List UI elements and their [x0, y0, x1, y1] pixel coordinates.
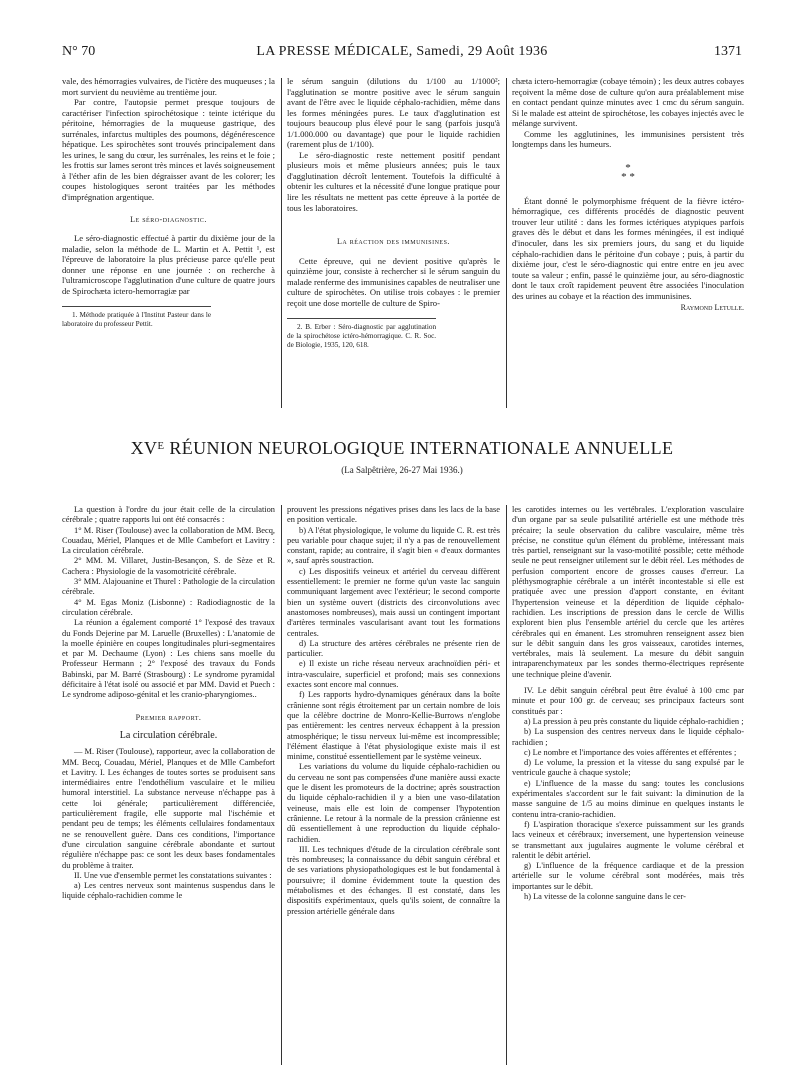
paragraph: Le séro-diagnostic reste nettement positif pendant plusieurs mois et même plusieurs années; puis le taux d'agglutination décroît lentement. Toutefois la difficulté à obtenir les cultures et la nécessité d'une longue pratique pour lire les résultats ne mettent pas cette épreuve à la portée de tous les laboratoires.	[287, 149, 500, 213]
footnote	[287, 318, 436, 350]
column-rule	[506, 505, 507, 1065]
paragraph: prouvent les pressions négatives prises dans les lacs de la base en position verticale.	[287, 505, 500, 525]
list-item: c) Le nombre et l'importance des voies afférentes et efférentes ;	[524, 747, 737, 757]
author-signature: Raymond Letulle.	[680, 303, 744, 313]
top-column-2	[287, 76, 500, 350]
paragraph: le sérum sanguin (dilutions du 1/100 au 1/1000²; l'agglutination se montre positive avec le sérum sanguin avant de l'être avec le liquide céphalo-rachidien, même dans les formes méningées pures. Le taux d'agglutination est toujours beaucoup plus élevé pour le sang (parfois jusqu'à 1/1.000.000 ou davantage) que pour le liquide rachidien (rarement plus de 1/100).	[287, 76, 500, 150]
list-item: f) L'aspiration thoracique s'exerce puissamment sur les grands lacs veineux et cérébraux; inversement, une hypertension veineuse se transmettant aux jugulaires augmente le volume cérébral et ralentit le débit artériel.	[512, 819, 744, 860]
issue-number: N° 70	[62, 44, 96, 59]
paragraph: II. Une vue d'ensemble permet les constatations suivantes :	[74, 870, 272, 880]
section-heading: Premier rapport.	[135, 712, 202, 722]
bottom-column-2	[287, 505, 500, 917]
paragraph: IV. Le débit sanguin cérébral peut être évalué à 100 cmc par minute et pour 100 gr. de cerveau; ses principaux facteurs sont constitués par :	[512, 686, 744, 716]
paragraph: 1° M. Riser (Toulouse) avec la collaboration de MM. Becq, Couadau, Mériel, Planques et de Mlle Cambefort et Lavitry : La circulation cérébrale.	[62, 525, 275, 556]
paragraph: La question à l'ordre du jour était celle de la circulation cérébrale ; quatre rapports lui ont été consacrés :	[62, 505, 275, 525]
paragraph: 3° MM. Alajouanine et Thurel : Pathologie de la circulation cérébrale.	[62, 577, 275, 597]
bottom-column-3	[512, 505, 744, 902]
paragraph: 2° MM. M. Villaret, Justin-Besançon, S. de Sèze et R. Cachera : Physiologie de la vasomotricité cérébrale.	[62, 556, 275, 576]
paragraph: La réunion a également comporté 1° l'exposé des travaux du Fonds Dejerine par M. Laruelle (Bruxelles) : L'anatomie de la moelle épinière en coupes longitudinales pluri-segmentaires et par M. Dechaume (Lyon) : Les chiens sans moelle du Professeur Hermann ; 2° l'exposé des travaux du Fonds Babinski, par M. Barré (Strasbourg) : Le syndrome pyramidal déficitaire à l'état isolé ou associé et par MM. David et Puech : Le syndrome adiposo-génital et les cranio-pharyngiomes..	[62, 618, 275, 700]
paragraph: — M. Riser (Toulouse), rapporteur, avec la collaboration de MM. Becq, Couadau, Mériel, Planques et de Mlle Cambefort et Lavitry. I. Les échanges de toutes sortes se produisent sans intermédiaires entre l'endothélium vasculaire et le milieu humoral interstitiel. La substance nerveuse n'échappe pas à cette loi générale; particulièrement différenciée, particulièrement fragile, elle supporte mal l'ischémie et pendant peu de temps; les éléments cellulaires fondamentaux ne se renouvellent guère. Dans ces conditions, l'importance d'une circulation sanguine cérébrale abondante et surtout régulière n'échappe pas: ce sont les deux bases fondamentales du problème à traiter.	[62, 747, 275, 870]
section-heading: La réaction des immunisines.	[337, 237, 450, 247]
paragraph: Comme les agglutinines, les immunisines persistent très longtemps dans les humeurs.	[512, 128, 744, 150]
footnote-text: 1. Méthode pratiquée à l'Institut Pasteur dans le laboratoire du professeur Pettit.	[62, 311, 212, 329]
paragraph: 4° M. Egas Moniz (Lisbonne) : Radiodiagnostic de la circulation cérébrale.	[62, 597, 275, 617]
list-item: g) L'influence de la fréquence cardiaque et de la pression artérielle sur le volume cérébral sont modérées, mais très importantes sur le débit.	[512, 861, 744, 891]
bottom-column-1	[62, 505, 275, 902]
paragraph: Cette épreuve, qui ne devient positive qu'après le quinzième jour, consiste à rechercher si le sérum sanguin du malade renferme des immunisines capables de neutraliser une culture de spirochètes. On utilise trois cobayes : le premier reçoit une dose mortelle de culture de Spiro-	[287, 255, 500, 308]
section-heading: Le séro-diagnostic.	[130, 214, 207, 224]
paragraph: d) La structure des artères cérébrales ne présente rien de particulier.	[287, 638, 500, 659]
list-item: a) La pression à peu près constante du liquide céphalo-rachidien ;	[524, 716, 744, 726]
paragraph: b) A l'état physiologique, le volume du liquide C. R. est très peu variable pour chaque sujet; il n'y a pas de renouvellement constant, rapide; au contraire, il s'agit bien « d'eaux dormantes », sauf après soustraction.	[287, 525, 500, 566]
paragraph: Étant donné le polymorphisme fréquent de la fièvre ictéro-hémorragique, ces différents procédés de diagnostic peuvent trouver leur utilité : dans les formes ictériques atypiques parfois graves dès le début et dans les formes méningées, il est indiqué d'inoculer, dans les six premiers jours, du sang et du liquide céphalo-rachidien dans le péritoine d'un cobaye ; puis, à partir du dixième jour, c'est le séro-diagnostic qui entre entre en jeu avec toute sa valeur ; enfin, passé le quinzième jour, au séro-diagnostic dont le taux croît rapidement peuvent être associées l'inoculation des urines au cobaye et la réaction des immunisines.	[512, 195, 744, 301]
page-number: 1371	[714, 44, 742, 59]
list-item: e) L'influence de la masse du sang: toutes les conclusions expérimentales s'accordent sur le fait suivant: la diminution de la masse sanguine de 1/5 au moins diminue en quelques instants le contenu intra-cranio-rachidien.	[512, 778, 744, 819]
running-header	[62, 44, 742, 62]
paragraph: f) Les rapports hydro-dynamiques généraux dans la boîte crânienne sont régis étroitement par un certain nombre de lois que la célèbre doctrine de Monro-Kellie-Burrows n'englobe pas entièrement: les centres nerveux échappent à la pression atmosphérique; le tissu nerveux lui-même est incompressible; l'élément élastique à l'état physiologique existe mais il est minime, constitué essentiellement par le système veineux.	[287, 690, 500, 762]
footnote-text: 2. B. Erber : Séro-diagnostic par agglutination de la spirochétose ictéro-hémorragique. C. R. Soc. de Biologie, 1935, 120, 618.	[287, 323, 437, 350]
paragraph: Par contre, l'autopsie permet presque toujours de caractériser l'infection spirochétosique : teinte ictérique du péritoine, hémorragies de la muqueuse gastrique, des surrénales, infarctus multiples des poumons, dégénérescence hépatique. Les spirochètes sont trouvés principalement dans les urines, le sang du cœur, les surrénales, les reins et le foie ; les frottis sur lames seront très minces et lavés soigneusement à l'éther afin de les bien dégraisser avant de les colorer; les coupes histologiques seront traitées par les méthodes d'imprégnation argentique.	[62, 97, 275, 203]
article-title: XVᴱ RÉUNION NEUROLOGIQUE INTERNATIONALE ANNUELLE	[130, 438, 674, 458]
article-subtitle: (La Salpêtrière, 26-27 Mai 1936.)	[341, 465, 463, 475]
column-rule	[281, 505, 282, 1065]
paragraph: III. Les techniques d'étude de la circulation cérébrale sont très nombreuses; la connaissance du débit sanguin cérébral et de ses variations physiopathologiques est le but fondamental à poursuivre; il domine évidemment toute la question des métabolismes et des échanges. Il est constaté, dans les dispositifs expérimentaux, quels qu'ils soient, de connaître la pression artérielle générale dans	[287, 844, 500, 916]
paragraph: Les variations du volume du liquide céphalo-rachidien ou du cerveau ne sont pas compensées d'une manière aussi exacte que le disent les promoteurs de la doctrine; après soustraction du liquide céphalo-rachidien il y a bien une vaso-dilatation veineuse, mais elle est loin de compenser l'hypotention crânienne. Le retour à la normale de la pression crânienne est dû essentiellement à une reproduction du liquide céphalo-rachidien.	[287, 762, 500, 844]
list-item: h) La vitesse de la colonne sanguine dans le cer-	[524, 891, 686, 901]
paragraph: e) Il existe un riche réseau nerveux arachnoïdien péri- et intra-vasculaire, superficiel et profond; mais ses connexions exactes sont encore mal connues.	[287, 659, 500, 690]
top-column-3	[512, 76, 744, 314]
top-column-1	[62, 76, 275, 329]
paragraph: les carotides internes ou les vertébrales. L'exploration vasculaire d'un organe par sa seule pulsatilité artérielle est une méthode très précaire; la seule observation du calibre vasculaire, même très précise, ne constitue qu'un élément du problème, intéressant mais très partiel, renseignant sur la vaso-motilité possible; cette méthode seule ne peut renseigner utilement sur le débit réel. Les méthodes de perfusion comportent encore de grosses causes d'erreur. La pléthysmographie cérébrale a un intérêt incontestable si elle est pratiquée avec une pression d'apport constante, en évitant l'hypertension veineuse et la déperdition de liquide céphalo-rachidien. Les inscriptions de pression dans le cercle de Willis explorent bien plus l'ensemble artériel du cercle que les artères cérébrales qui en émanent. Les stromuhren renseignent assez bien sur le débit sanguin dans les gros vaisseaux, carotides internes, vertébrales, mais là seulement. La mesure du débit sanguin intraparenchymateux par les sondes thermo-électriques représente une technique pleine d'avenir.	[512, 505, 744, 679]
list-item: b) La suspension des centres nerveux dans le liquide céphalo-rachidien ;	[512, 727, 744, 747]
list-item: d) Le volume, la pression et la vitesse du sang expulsé par le ventricule gauche à chaque systole;	[512, 758, 744, 778]
journal-title: LA PRESSE MÉDICALE, Samedi, 29 Août 1936	[256, 44, 548, 59]
paragraph: a) Les centres nerveux sont maintenus suspendus dans le liquide céphalo-rachidien comme le	[62, 881, 275, 901]
subsection-heading: La circulation cérébrale.	[119, 729, 218, 741]
paragraph: Le séro-diagnostic effectué à partir du dixième jour de la maladie, selon la méthode de L. Martin et A. Pettit ¹, est l'épreuve de laboratoire la plus précieuse parce qu'elle peut donner une réponse en une journée : on recherche à l'ultramicroscope l'agglutination d'une culture de quatre jours de Spirochæta ictero-hemorragiæ par	[62, 233, 275, 296]
footnote	[62, 306, 211, 329]
column-rule	[506, 78, 507, 408]
column-rule	[281, 78, 282, 408]
paragraph: chæta ictero-hemorragiæ (cobaye témoin) ; les deux autres cobayes reçoivent la même dose de culture qu'on aura préalablement mise en contact pendant quinze minutes avec 1 cmc du sérum sanguin. Si le malade est atteint de spirochétose, les cobayes injectés avec le mélange survivent.	[512, 76, 744, 129]
paragraph: vale, des hémorragies vulvaires, de l'ictère des muqueuses ; la mort survient du neuvième au trentième jour.	[62, 76, 275, 97]
section-separator-asterisks: * * *	[621, 161, 635, 183]
paragraph: c) Les dispositifs veineux et artériel du cerveau diffèrent essentiellement: le premier ne forme qu'un vaste lac sanguin communiquant largement avec l'extérieur; le second comporte bien un système ouvert (districts des circonvolutions avec anastomoses nombreuses), mais aussi un contingent important d'artères terminales vascularisant avant tout les formations centrales.	[287, 566, 500, 638]
